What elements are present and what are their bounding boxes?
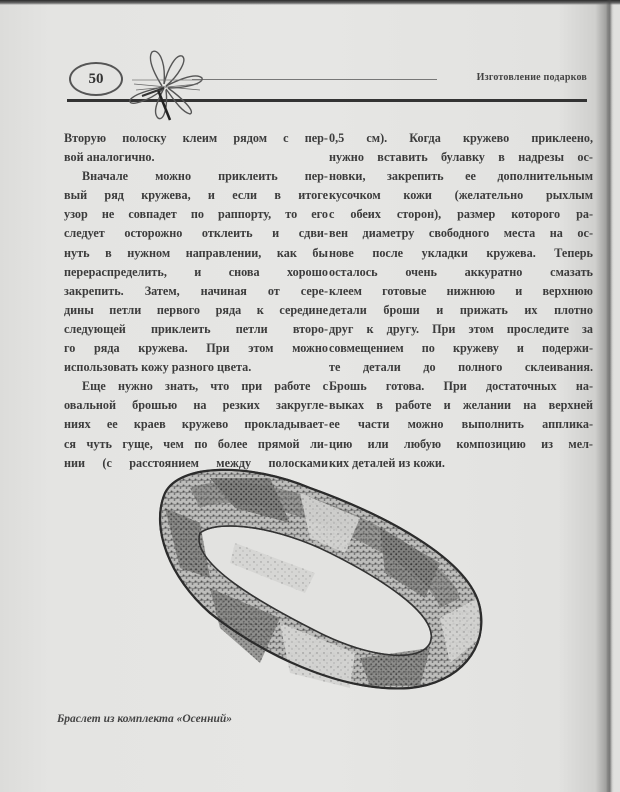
text-line: использовать кожу разного цвета.	[64, 360, 252, 375]
text-line: перераспределить, и снова хорошо	[64, 264, 328, 279]
paragraph	[64, 415, 328, 434]
paragraph	[64, 263, 328, 282]
paragraph	[64, 339, 328, 358]
text-line: вой аналогично.	[64, 150, 155, 165]
text-line: следует осторожно отклеить и сдви-	[64, 226, 328, 241]
page-number-oval	[69, 62, 123, 96]
text-line: кусочком кожи (желательно рыхлым	[329, 188, 593, 203]
text-line: вен диаметру свободного места на ос-	[329, 226, 593, 241]
paragraph	[64, 186, 328, 205]
text-line: ких деталей из кожи.	[329, 455, 445, 470]
text-line: детали броши и прижать их плотно	[329, 302, 593, 317]
text-line: с обеих сторон), размер которого ра-	[329, 207, 593, 222]
text-line: дины петли первого ряда к середине	[64, 302, 328, 317]
text-line: совмещением по кружеву и подержи-	[329, 341, 593, 356]
text-line: выках в работе и желании на верхней	[329, 398, 593, 413]
text-line: 0,5 см). Когда кружево приклеено,	[329, 131, 593, 145]
text-line: ся чуть гуще, чем по более прямой ли-	[64, 436, 328, 451]
paragraph	[64, 148, 328, 167]
text-line: друг к другу. При этом проследите за	[329, 321, 593, 336]
text-line: нии (с расстоянием между полосками	[64, 455, 328, 470]
text-line: го ряда кружева. При этом можно	[64, 341, 328, 356]
paragraph	[329, 358, 593, 377]
paragraph	[329, 396, 593, 415]
paragraph	[329, 282, 593, 301]
text-line: вый ряд кружева, и если в итоге	[64, 188, 328, 203]
text-line: овальной брошью на резких закругле-	[64, 398, 328, 413]
paragraph	[329, 377, 593, 396]
paragraph	[64, 377, 328, 396]
header-thin-rule	[192, 79, 437, 80]
text-line: новки, закрепить ее дополнительным	[329, 169, 593, 184]
text-line: цию или любую композицию из мел-	[329, 436, 593, 451]
paragraph	[64, 301, 328, 320]
running-head: Изготовление подарков	[476, 72, 587, 83]
paragraph	[329, 301, 593, 320]
text-line: те детали до полного склеивания.	[329, 360, 593, 375]
page-number: 50	[88, 70, 104, 87]
paragraph	[64, 358, 328, 377]
paragraph	[64, 320, 328, 339]
paragraph	[329, 129, 593, 148]
paragraph	[64, 205, 328, 224]
text-line: узор не совпадет по раппорту, то его	[64, 207, 328, 222]
text-line: закрепить. Затем, начиная от сере-	[64, 283, 328, 298]
scan-top-edge	[0, 0, 620, 5]
text-line: нове после укладки кружева. Теперь	[329, 245, 593, 260]
text-line: осталось очень аккуратно смазать	[329, 264, 593, 279]
text-line: следующей приклеить петли второ-	[64, 321, 328, 336]
paragraph	[329, 186, 593, 205]
paragraph	[329, 205, 593, 224]
text-line: Вторую полоску клеим рядом с пер-	[64, 131, 328, 145]
paragraph	[329, 224, 593, 243]
paragraph	[329, 415, 593, 434]
paragraph	[329, 148, 593, 167]
paragraph	[64, 396, 328, 415]
paragraph	[64, 282, 328, 301]
text-line: Брошь готова. При достаточных на-	[329, 379, 593, 394]
figure-caption: Браслет из комплекта «Осенний»	[57, 713, 232, 725]
paragraph	[329, 167, 593, 186]
paragraph	[64, 244, 328, 263]
paragraph	[64, 224, 328, 243]
page-header	[62, 50, 592, 120]
ribbon-bow-icon	[122, 50, 207, 122]
text-line: ниях ее краев кружево прокладывает-	[64, 417, 328, 432]
paragraph	[329, 263, 593, 282]
paragraph	[329, 339, 593, 358]
text-line: ее части можно выполнить апплика-	[329, 417, 593, 432]
right-text-column	[329, 129, 593, 473]
text-line: клеем готовые нижнюю и верхнюю	[329, 283, 593, 298]
text-line: Вначале можно приклеить пер-	[82, 169, 328, 184]
text-line: нужно вставить булавку в надрезы ос-	[329, 150, 593, 165]
text-line: Еще нужно знать, что при работе с	[82, 379, 328, 394]
spine-shadow	[606, 0, 612, 792]
left-text-column	[64, 129, 328, 473]
text-line: нуть в нужном направлении, как бы	[64, 245, 328, 260]
paragraph	[329, 244, 593, 263]
bracelet-illustration-icon	[140, 448, 490, 698]
paragraph	[329, 320, 593, 339]
paragraph	[64, 167, 328, 186]
paragraph	[64, 129, 328, 148]
